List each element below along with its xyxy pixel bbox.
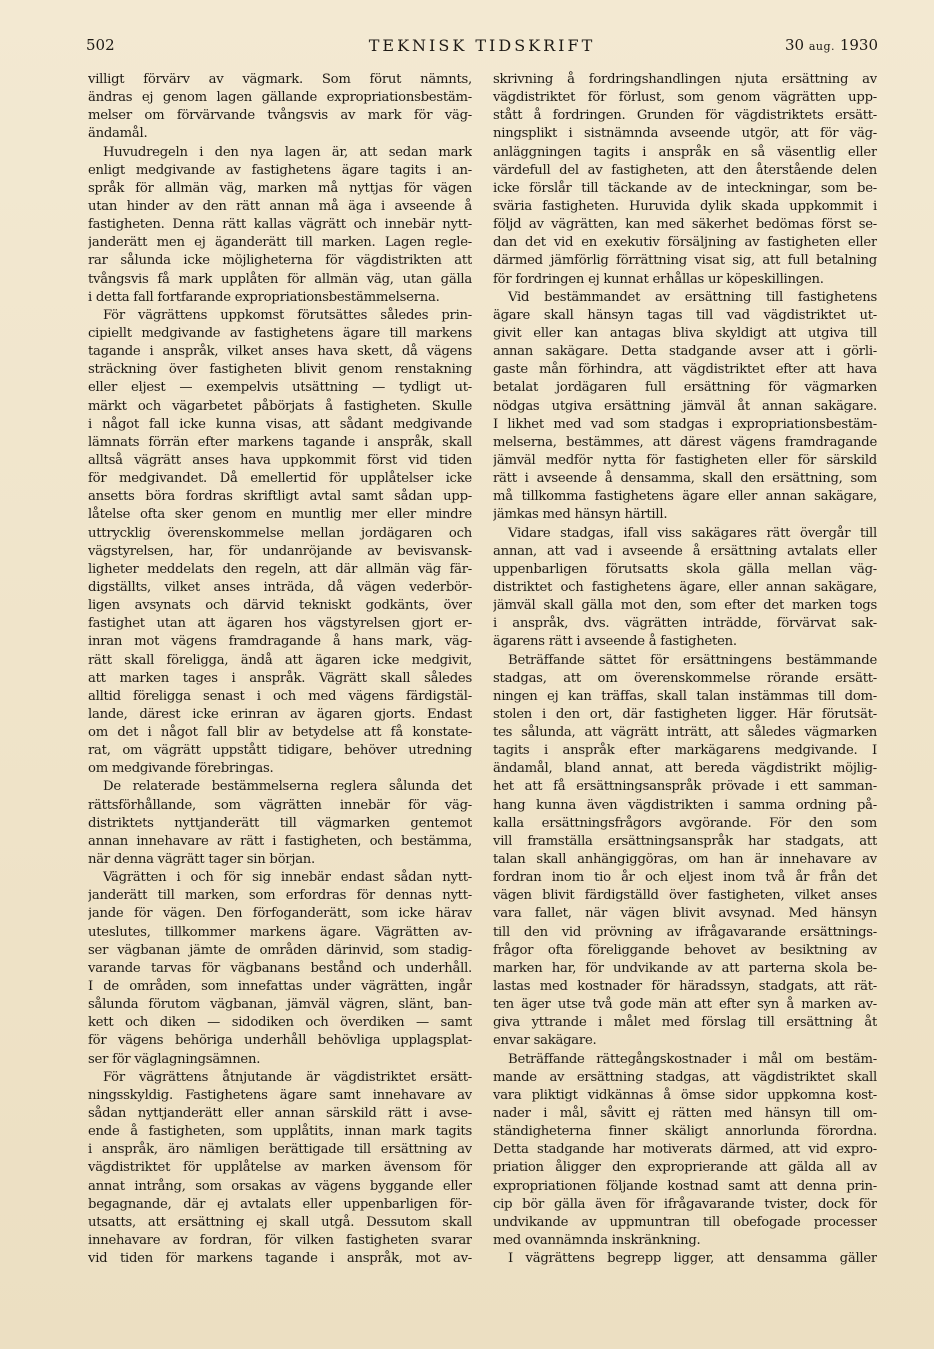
text-line: uttrycklig överenskommelse mellan jordägaren och [88,525,472,541]
text-line: tagande i anspråk, vilket anses hava skett, då vägens [88,344,472,360]
text-line: för fordringen ej kunnat erhållas ur köpeskillingen. [493,271,824,287]
text-line: anläggningen tagits i anspråk en så väsentlig eller [493,144,877,160]
text-line: eller eljest — exempelvis utsättning — tydligt ut- [88,380,472,396]
text-line: vara pliktigt vidkännas å ömse sidor uppkomna kost- [493,1087,877,1103]
text-line: i något fall icke kunna visas, att sådant medgivande [88,416,472,432]
text-line: icke förslår till täckande av de inteckningar, som be- [493,180,877,196]
text-line: I likhet med vad som stadgas i expropriationsbestäm- [493,416,877,432]
text-line: för medgivandet. Då emellertid för upplåtelser icke [88,471,472,487]
text-line: tvångsvis få mark upplåten för allmän väg, utan gälla [88,271,472,287]
text-line: sådan nyttjanderätt eller annan särskild rätt i avse- [88,1106,472,1122]
text-line: Vid bestämmandet av ersättning till fastighetens [508,289,877,305]
text-line: Beträffande sättet för ersättningens bestämmande [508,652,877,668]
text-line: jande för vägen. Den förfoganderätt, som icke härav [88,906,472,922]
text-line: talan skall anhängiggöras, om han är innehavare av [493,852,877,868]
text-line: priation åligger den exproprierande att gälda all av [493,1160,877,1176]
text-line: distriktets nyttjanderätt till vägmarken gentemot [88,815,472,831]
text-line: annan sakägare. Detta stadgande avser att i görli- [493,344,877,360]
page-number: 502 [86,36,115,54]
text-line: ser vägbanan jämte de områden därinvid, som stadig- [88,942,472,958]
text-line: annan innehavare av rätt i fastigheten, och bestämma, [88,833,472,849]
text-line: ligheter meddelats den regeln, att där allmän väg fär- [88,561,472,577]
text-line: i anspråk, dvs. vägrätten inträdde, förvärvat sak- [493,616,877,632]
text-line: vid tiden för markens tagande i anspråk, mot av- [88,1251,472,1267]
text-line: sväria fastigheten. Huruvida dylik skada uppkommit i [493,198,877,214]
text-line: nader i mål, såvitt ej rätten med hänsyn till om- [493,1106,877,1122]
text-line: distriktet och fastighetens ägare, eller annan sakägare, [493,579,877,595]
page-header [86,36,878,58]
text-line: varande tarvas för vägbanans bestånd och underhåll. [88,960,472,976]
text-line: ändamål. [88,126,148,142]
text-line: utsatts, att ersättning ej skall utgå. Dessutom skall [88,1214,472,1230]
issue-date [785,36,878,54]
text-line: Detta stadgande har motiverats därmed, att vid expro- [493,1142,877,1158]
text-line: fastighet utan att ägaren hos vägstyrelsen gjort er- [88,616,472,632]
text-line: giva yttrande i målet med förslag till ersättning åt [493,1015,877,1031]
text-line: tes sålunda, att vägrätt inträtt, att således vägmarken [493,725,877,741]
text-line: jämväl skall gälla mot den, som efter det marken togs [493,598,877,614]
text-line: mande av ersättning stadgas, att vägdistriktet skall [493,1069,877,1085]
text-line: het att få ersättningsanspråk prövade i ett samman- [493,779,877,795]
text-line: ägarens rätt i avseende å fastigheten. [493,634,737,650]
text-line: dan det vid en exekutiv försäljning av fastigheten eller [493,235,877,251]
text-line: begagnande, där ej avtalats eller uppenbarligen för- [88,1196,472,1212]
text-line: innehavare av fordran, för vilken fastigheten svarar [88,1233,472,1248]
text-line: ständigheterna finner skäligt annorlunda förordna. [493,1124,877,1140]
text-line: jämkas med hänsyn härtill. [493,507,668,523]
issue-year: 1930 [839,36,878,54]
text-line: vägen blivit färdigställd över fastigheten, vilket anses [493,888,877,904]
text-line: ändamål, bland annat, att bereda vägdistrikt möjlig- [493,761,877,777]
text-line: lämnats förrän efter markens tagande i anspråk, skall [88,434,472,450]
text-line: rätt skall föreligga, ändå att ägaren icke medgivit, [88,652,472,668]
text-line: vägdistriktet för upplåtelse av marken ävensom för [88,1160,472,1176]
text-line: vara fallet, när vägen blivit avsynad. Med hänsyn [493,906,877,922]
text-line: rar sålunda icke möjligheterna för vägdistrikten att [88,253,472,269]
text-line: stått å fordringen. Grunden för vägdistriktets ersätt- [493,108,877,124]
issue-month: aug. [808,40,836,53]
text-line: ende å fastigheten, som upplåtits, innan mark tagits [88,1124,472,1140]
text-line: melser om förvärvande tvångsvis av mark för väg- [88,108,472,124]
text-line: rättsförhållande, som vägrätten innebär för väg- [88,797,472,813]
text-line: vägdistriktet för förlust, som genom vägrätten upp- [493,90,877,106]
text-line: digställts, vilket anses inträda, då vägen vederbör- [88,579,472,595]
text-line: nödgas utgiva ersättning jämväl åt annan sakägare. [493,398,877,414]
text-line: Vidare stadgas, ifall viss sakägares rätt övergår till [508,525,877,541]
text-line: ändras ej genom lagen gällande expropriationsbestäm- [88,90,472,106]
text-line: För vägrättens åtnjutande är vägdistriktet ersätt- [103,1069,472,1085]
text-line: lande, därest icke erinran av ägaren gjorts. Endast [88,706,472,722]
text-line: ser för väglagningsämnen. [88,1051,261,1067]
text-line: Beträffande rättegångskostnader i mål om bestäm- [508,1051,877,1067]
text-line: utan hinder av den rätt annan må äga i avseende å [88,198,472,214]
text-line: i detta fall fortfarande expropriationsbestämmelserna. [88,289,440,305]
text-line: inran mot vägens framdragande å hans mark, väg- [88,634,472,650]
text-line: ansetts böra fordras skriftligt avtal samt sådan upp- [88,489,472,505]
text-line: uteslutes, tillkommer markens ägare. Vägrätten av- [88,924,472,940]
text-line: sträckning över fastigheten blivit genom renstakning [88,362,472,378]
text-column-left [88,71,472,1268]
text-line: låtelse ofta sker genom en muntlig mer eller mindre [88,507,472,523]
text-line: För vägrättens uppkomst förutsättes således prin- [103,307,472,323]
text-line: kalla ersättningsfrågors avgörande. För den som [493,815,877,831]
text-line: med ovannämnda inskränkning. [493,1233,701,1248]
text-line: cipiellt medgivande av fastighetens ägare till markens [88,325,472,341]
text-line: må tillkomma fastighetens ägare eller annan sakägare, [493,489,877,505]
text-line: stolen i den ort, där fastigheten ligger. Här förutsät- [493,706,877,722]
text-line: melserna, bestämmes, att därest vägens framdragande [493,434,877,450]
text-line: Huvudregeln i den nya lagen är, att sedan mark [103,144,472,160]
text-line: ägare skall hänsyn tagas till vad vägdistriktet ut- [493,307,877,323]
text-line: jämväl medför nytta för fastigheten eller för särskild [493,452,877,468]
journal-title: TEKNISK TIDSKRIFT [368,36,596,55]
text-line: hang kunna även vägdistrikten i samma ordning på- [493,797,877,813]
text-line: gaste mån förhindra, att vägdistriktet efter att hava [493,362,877,378]
text-line: rätt i avseende å densamma, skall den ersättning, som [493,471,877,487]
text-line: sålunda förutom vägbanan, jämväl vägren, slänt, ban- [88,997,472,1013]
text-line: annat intrång, som orsakas av vägens byggande eller [88,1178,472,1194]
text-line: när denna vägrätt tager sin början. [88,852,315,868]
text-line: envar sakägare. [493,1033,597,1049]
text-line: De relaterade bestämmelserna reglera sålunda det [103,779,472,795]
text-line: janderätt till marken, som erfordras för dennas nytt- [88,888,472,904]
text-line: alltså vägrätt anses hava uppkommit först vid tiden [88,452,472,468]
text-line: undvikande av uppmuntran till obefogade processer [493,1214,877,1230]
text-line: villigt förvärv av vägmark. Som förut nämnts, [88,72,472,87]
text-line: enligt medgivande av fastighetens ägare tagits i an- [88,162,472,178]
text-line: I vägrättens begrepp ligger, att densamma gäller [508,1251,877,1267]
text-line: i anspråk, äro nämligen berättigade till ersättning av [88,1142,472,1158]
text-line: ningsplikt i sistnämnda avseende utgör, att för väg- [493,126,877,142]
text-line: I de områden, som innefattas under vägrätten, ingår [88,979,472,995]
text-line: vägstyrelsen, har, för undanröjande av bevisvansk- [88,543,472,559]
text-line: givit eller kan antagas bliva skyldigt att utgiva till [493,325,877,341]
text-line: expropriationen följande kostnad samt att denna prin- [493,1178,877,1194]
text-line: språk för allmän väg, marken må nyttjas för vägen [88,180,472,196]
text-line: tagits i anspråk efter markägarens medgivande. I [493,743,877,759]
text-line: om det i något fall blir av betydelse att få konstate- [88,725,472,741]
text-line: alltid föreligga senast i och med vägens färdigstäl- [88,688,472,704]
text-line: ningsskyldig. Fastighetens ägare samt innehavare av [88,1087,472,1103]
text-line: janderätt men ej äganderätt till marken. Lagen regle- [88,235,472,251]
text-line: att marken tages i anspråk. Vägrätt skall således [88,670,472,686]
text-line: frågor ofta föreliggande behovet av besiktning av [493,942,877,958]
text-line: fastigheten. Denna rätt kallas vägrätt och innebär nytt- [88,217,472,233]
text-line: ningen ej kan träffas, skall talan instämmas till dom- [493,688,877,704]
text-column-right [493,71,877,1268]
text-line: värdefull del av fastigheten, att den återstående delen [493,162,877,178]
text-line: Vägrätten i och för sig innebär endast sådan nytt- [103,870,472,886]
text-line: märkt och vägarbetet påbörjats å fastigheten. Skulle [88,398,472,414]
text-line: uppenbarligen förutsatts skola gälla mellan väg- [493,561,877,577]
text-line: fordran inom tio år och eljest inom två år från det [493,870,877,886]
text-line: om medgivande förebringas. [88,761,274,777]
text-line: följd av vägrätten, kan med säkerhet bedömas först se- [493,217,877,233]
text-line: vill framställa ersättningsanspråk har stadgats, att [493,833,877,849]
text-line: till den vid prövning av ifrågavarande ersättnings- [493,924,877,940]
text-line: lastas med kostnader för häradssyn, stadgats, att rät- [493,979,877,995]
text-line: därmed jämförlig förrättning visat sig, att full betalning [493,253,877,269]
text-line: marken har, för undvikande av att parterna skola be- [493,960,877,976]
issue-day: 30 [784,36,805,54]
text-line: stadgas, att om överenskommelse rörande ersätt- [493,670,877,686]
text-line: skrivning å fordringshandlingen njuta ersättning av [493,72,877,87]
text-line: betalat jordägaren full ersättning för vägmarken [493,380,877,396]
text-line: cip bör gälla även för ifrågavarande tvister, dock för [493,1196,877,1212]
text-line: annan, att vad i avseende å ersättning avtalats eller [493,543,877,559]
text-line: rat, om vägrätt uppstått tidigare, behöver utredning [88,743,472,759]
text-line: för vägens behöriga underhåll behövliga upplagsplat- [88,1033,472,1049]
text-line: ten äger utse två gode män att efter syn å marken av- [493,997,877,1013]
text-line: kett och diken — sidodiken och överdiken — samt [88,1015,472,1031]
text-line: ligen avsynats och därvid tekniskt godkänts, över [88,598,472,614]
